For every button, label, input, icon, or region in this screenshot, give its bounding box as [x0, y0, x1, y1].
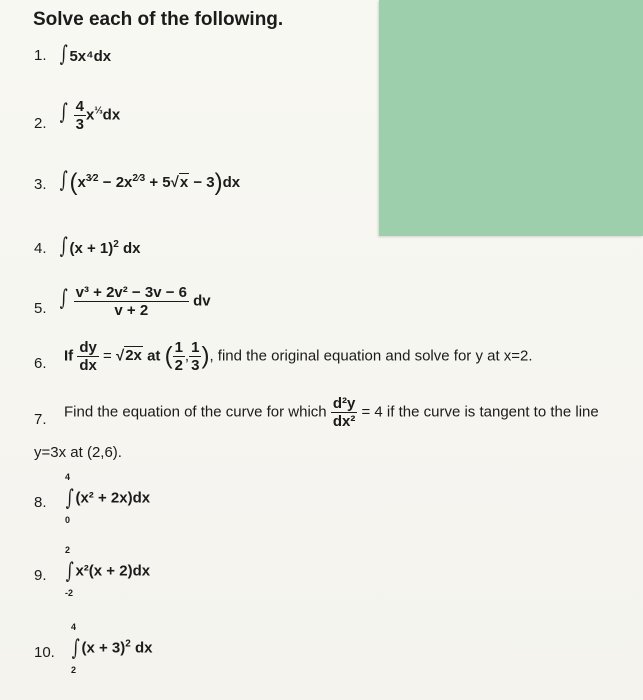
page-title: Solve each of the following. — [33, 9, 284, 30]
problem-number-1: 1. — [34, 47, 47, 64]
problem-6: If $\frac{dy}{dx}$ = √2x at ( $\frac{1}{2}$ , $\frac{1}{3}$ ), find the original equation and solve for y at x=2. — [64, 339, 533, 374]
problem-number-8: 8. — [34, 494, 47, 511]
problem-5: ∫ $\frac{\text{v³ + 2v² − 3v − 6}}{v + 2}$ dv — [59, 284, 211, 319]
integral-icon: ∫ — [59, 100, 68, 126]
problem-number-7: 7. — [34, 411, 47, 428]
problem-7: Find the equation of the curve for which $\frac{\text{d²y}}{\text{dx²}}$ = 4 if the curve is tangent to the line — [64, 395, 599, 430]
problem-1: ∫ 5x⁴dx — [59, 42, 112, 67]
integral-icon: ∫ — [65, 559, 74, 584]
problem-number-3: 3. — [34, 176, 47, 193]
problem-number-4: 4. — [34, 240, 47, 257]
sqrt-symbol: √x — [170, 174, 189, 191]
sticky-note — [379, 0, 643, 236]
problem-number-6: 6. — [34, 355, 47, 372]
problem-2: ∫ $\frac{4}{3}$ $x^{\frac{1}{3}}dx$ — [59, 98, 121, 133]
integral-icon: ∫ — [71, 636, 80, 661]
problem-9: 2 ∫ -2 x²(x + 2)dx — [65, 545, 151, 598]
problem-number-10: 10. — [34, 644, 55, 661]
integral-icon: ∫ — [59, 168, 68, 193]
problem-10: 4 ∫ 2 $(x + 3)^2$ dx — [71, 622, 153, 675]
integral-icon: ∫ — [65, 486, 74, 511]
problem-3: $\int(x^{3⁄2} - 2x^{2⁄3} + 5√x - 3)dx$ — [59, 168, 241, 197]
integral-icon: ∫ — [59, 234, 68, 259]
problem-number-2: 2. — [34, 115, 47, 132]
sqrt-symbol: √2x — [115, 347, 142, 365]
problem-number-9: 9. — [34, 567, 47, 584]
problem-number-5: 5. — [34, 300, 47, 317]
problem-7-continued: y=3x at (2,6). — [34, 444, 122, 461]
problem-4: ∫ $(x + 1)^2$ dx — [59, 234, 141, 259]
problem-8: 4 ∫ 0 (x² + 2x)dx — [65, 472, 151, 525]
integral-icon: ∫ — [59, 42, 68, 67]
integral-icon: ∫ — [59, 286, 68, 312]
